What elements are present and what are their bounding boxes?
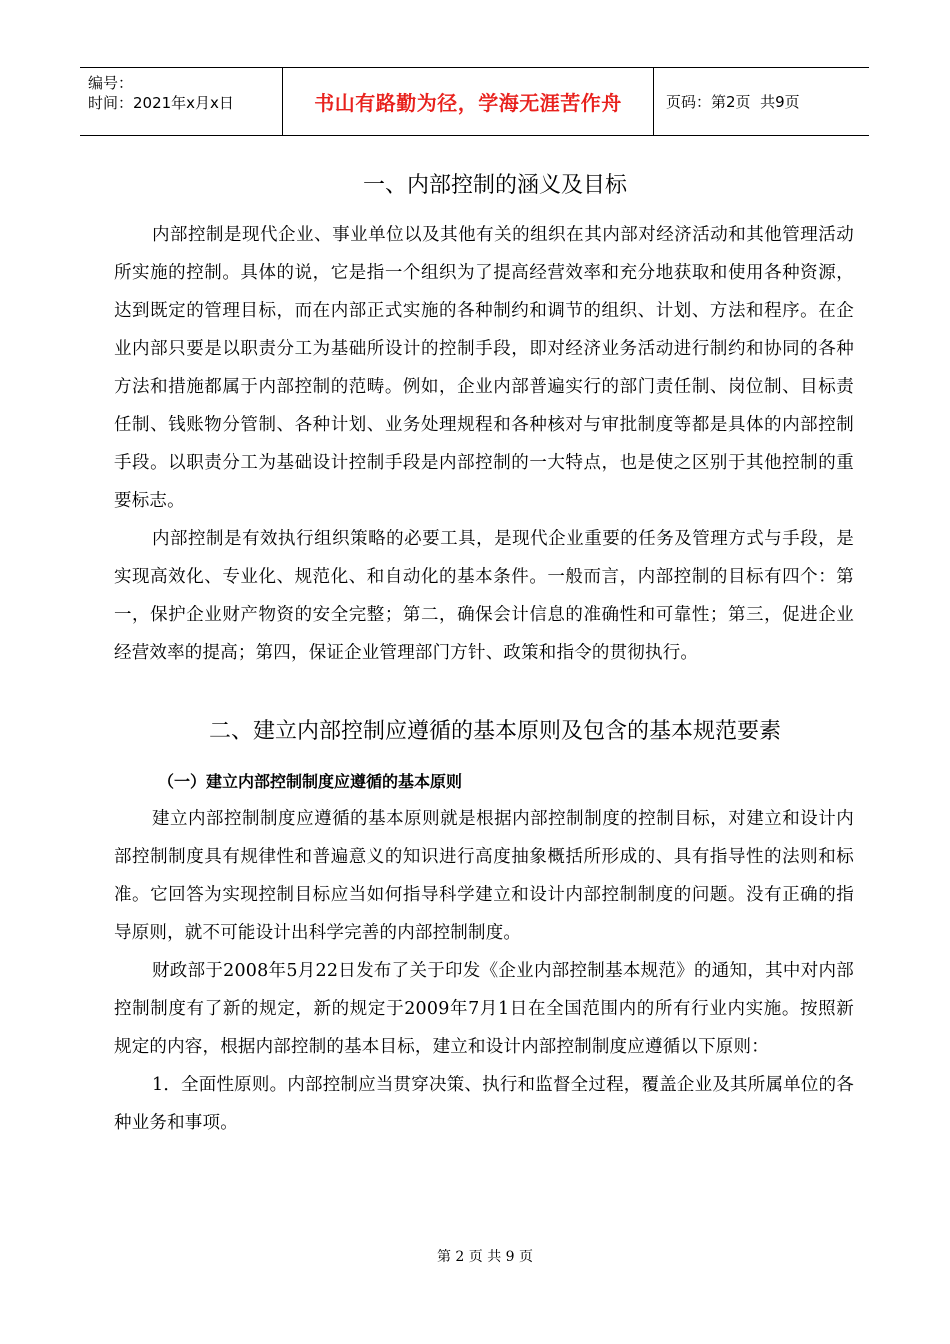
document-number-label: 编号： [88, 74, 134, 92]
paragraph: 内部控制是有效执行组织策略的必要工具，是现代企业重要的任务及管理方式与手段，是实现高效化、专业化、规范化、和自动化的基本条件。一般而言，内部控制的目标有四个：第一，保护企业财产物资的安全完整；第二，确保会计信息的准确性和可靠性；第三，促进企业经营效率的提高；第四，保证企业管理部门方针、政策和指令的贯彻执行。 [114, 529, 854, 663]
paragraph: 建立内部控制制度应遵循的基本原则就是根据内部控制制度的控制目标，对建立和设计内部控制制度具有规律性和普遍意义的知识进行高度抽象概括所形成的、具有指导性的法则和标准。它回答为实现控制目标应当如何指导科学建立和设计内部控制制度的问题。没有正确的指导原则，就不可能设计出科学完善的内部控制制度。 [114, 809, 854, 943]
section-1-body [114, 216, 854, 672]
subsection-1-title: （一）建立内部控制制度应遵循的基本原则 [158, 772, 463, 791]
page-footer [0, 1246, 950, 1266]
paragraph: 1．全面性原则。内部控制应当贯穿决策、执行和监督全过程，覆盖企业及其所属单位的各种业务和事项。 [114, 1075, 854, 1133]
section-2-body [114, 800, 854, 1142]
paragraph: 内部控制是现代企业、事业单位以及其他有关的组织在其内部对经济活动和其他管理活动所实施的控制。具体的说，它是指一个组织为了提高经营效率和充分地获取和使用各种资源，达到既定的管理目标，而在内部正式实施的各种制约和调节的组织、计划、方法和程序。在企业内部只要是以职责分工为基础所设计的控制手段，即对经济业务活动进行制约和协同的各种方法和措施都属于内部控制的范畴。例如，企业内部普遍实行的部门责任制、岗位制、目标责任制、钱账物分管制、各种计划、业务处理规程和各种核对与审批制度等都是具体的内部控制手段。以职责分工为基础设计控制手段是内部控制的一大特点，也是使之区别于其他控制的重要标志。 [114, 225, 854, 511]
header-page-code: 页码：第2页 共9页 [666, 93, 800, 111]
section-2-title: 二、建立内部控制应遵循的基本原则及包含的基本规范要素 [208, 719, 781, 744]
header-motto: 书山有路勤为径，学海无涯苦作舟 [314, 91, 622, 115]
section-1-title: 一、内部控制的涵义及目标 [362, 173, 627, 198]
paragraph: 财政部于2008年5月22日发布了关于印发《企业内部控制基本规范》的通知，其中对内部控制制度有了新的规定，新的规定于2009年7月1日在全国范围内的所有行业内实施。按照新规定的内容，根据内部控制的基本目标，建立和设计内部控制制度应遵循以下原则： [114, 961, 854, 1057]
header-info-cell [80, 68, 283, 135]
document-body [114, 160, 854, 1142]
footer-page-number: 第 2 页 共 9 页 [436, 1249, 534, 1265]
header-motto-cell [283, 68, 654, 135]
document-header [80, 67, 869, 136]
document-date: 时间：2021年x月x日 [88, 94, 234, 112]
header-page-cell [654, 68, 869, 135]
